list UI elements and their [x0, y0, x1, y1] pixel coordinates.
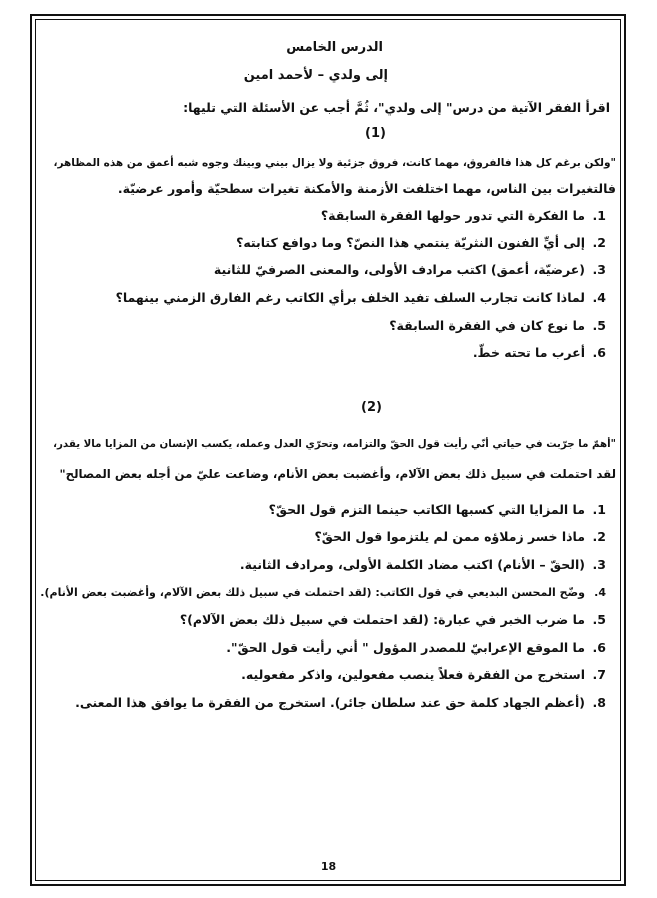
- question-text: إلى أيِّ الفنون النثريّة ينتمي هذا النصّ؟ وما دوافع كتابته؟: [236, 235, 585, 250]
- section-1-question: [389, 318, 606, 334]
- section-2-passage-line-2: لقد احتملت في سبيل ذلك بعض الآلام، وأغضبت بعض الأنام، وضاعت عليّ من أجله بعض المصالح": [59, 467, 616, 481]
- question-text: ما الموقع الإعرابيّ للمصدر المؤول " أني رأيت قول الحقّ".: [226, 640, 585, 655]
- question-number: 1.: [592, 502, 606, 517]
- question-number: 5.: [592, 612, 606, 627]
- section-2-question: [226, 640, 606, 656]
- section-2-question: [269, 502, 606, 518]
- question-number: 5.: [592, 318, 606, 333]
- page-content: [40, 0, 616, 898]
- section-2-question: [75, 695, 606, 711]
- section-2-question: [241, 667, 606, 683]
- section-2-question: [315, 529, 606, 545]
- question-text: ما ضرب الخبر في عبارة: (لقد احتملت في سبيل ذلك بعض الآلام)؟: [179, 612, 585, 627]
- lesson-subtitle: إلى ولدي – لأحمد امين: [243, 68, 388, 83]
- question-text: وضّح المحسن البديعي في قول الكاتب: (لقد احتملت في سبيل ذلك بعض الآلام، وأغضبت بعض الأنام).: [40, 586, 585, 599]
- section-1-question: [236, 235, 606, 251]
- question-number: 7.: [592, 667, 606, 682]
- question-text: (أعظم الجهاد كلمة حق عند سلطان جائر). استخرج من الفقرة ما يوافق هذا المعنى.: [75, 695, 585, 710]
- section-2-question: [40, 585, 606, 601]
- question-text: (الحقّ – الأنام) اكتب مضاد الكلمة الأولى، ومرادف الثانية.: [239, 557, 585, 572]
- section-1-question: [214, 262, 606, 278]
- section-2-number: (2): [361, 400, 382, 415]
- section-2-question: [180, 612, 606, 628]
- section-1-passage-line-2: فالتغيرات بين الناس، مهما اختلفت الأزمنة والأمكنة تغيرات سطحيّة وأمور عرضيّة.: [117, 181, 616, 196]
- question-number: 6.: [592, 640, 606, 655]
- section-1-passage-line-1: "ولكن برغم كل هذا فالفروق، مهما كانت، فروق جزئية ولا يزال بيني وبينك وجوه شبه أعمق من هذه المظاهر،: [53, 157, 616, 169]
- question-text: ما نوع كان في الفقرة السابقة؟: [389, 318, 585, 333]
- page-number: 18: [320, 860, 337, 873]
- question-number: 1.: [592, 208, 606, 223]
- lesson-title: الدرس الخامس: [286, 40, 383, 55]
- section-2-passage-line-1: "أهمّ ما جرّبت في حياتي أنّي رأيت قول الحقّ والتزامه، وتحرّي العدل وعمله، يكسب الإنسان من المزايا مالا يقدر،: [53, 438, 616, 450]
- question-number: 4.: [594, 586, 606, 599]
- section-1-question: [116, 290, 606, 306]
- question-number: 2.: [592, 235, 606, 250]
- question-text: لماذا كانت تجارب السلف تفيد الخلف برأي الكاتب رغم الفارق الزمني بينهما؟: [115, 290, 585, 305]
- question-text: (عرضيّة، أعمق) اكتب مرادف الأولى، والمعنى الصرفيّ للثانية: [213, 262, 585, 277]
- question-number: 3.: [592, 557, 606, 572]
- question-number: 2.: [592, 529, 606, 544]
- question-text: ما الفكرة التي تدور حولها الفقرة السابقة؟: [320, 208, 585, 223]
- section-1-number: (1): [365, 126, 386, 141]
- question-text: ما المزايا التي كسبها الكاتب حينما التزم قول الحقّ؟: [268, 502, 585, 517]
- section-1-question: [473, 345, 606, 361]
- section-2-question: [240, 557, 606, 573]
- section-1-question: [321, 208, 606, 224]
- question-number: 8.: [592, 695, 606, 710]
- question-text: أعرب ما تحته خطّ.: [472, 345, 585, 360]
- question-text: استخرج من الفقرة فعلاً ينصب مفعولين، واذكر مفعوليه.: [241, 667, 585, 682]
- question-number: 6.: [592, 345, 606, 360]
- question-number: 4.: [592, 290, 606, 305]
- question-text: ماذا خسر زملاؤه ممن لم يلتزموا قول الحقّ؟: [314, 529, 585, 544]
- question-number: 3.: [592, 262, 606, 277]
- lesson-instruction: اقرأ الفقر الآتية من درس" إلى ولدي"، ثُمَّ أجب عن الأسئلة التي تليها:: [183, 100, 610, 115]
